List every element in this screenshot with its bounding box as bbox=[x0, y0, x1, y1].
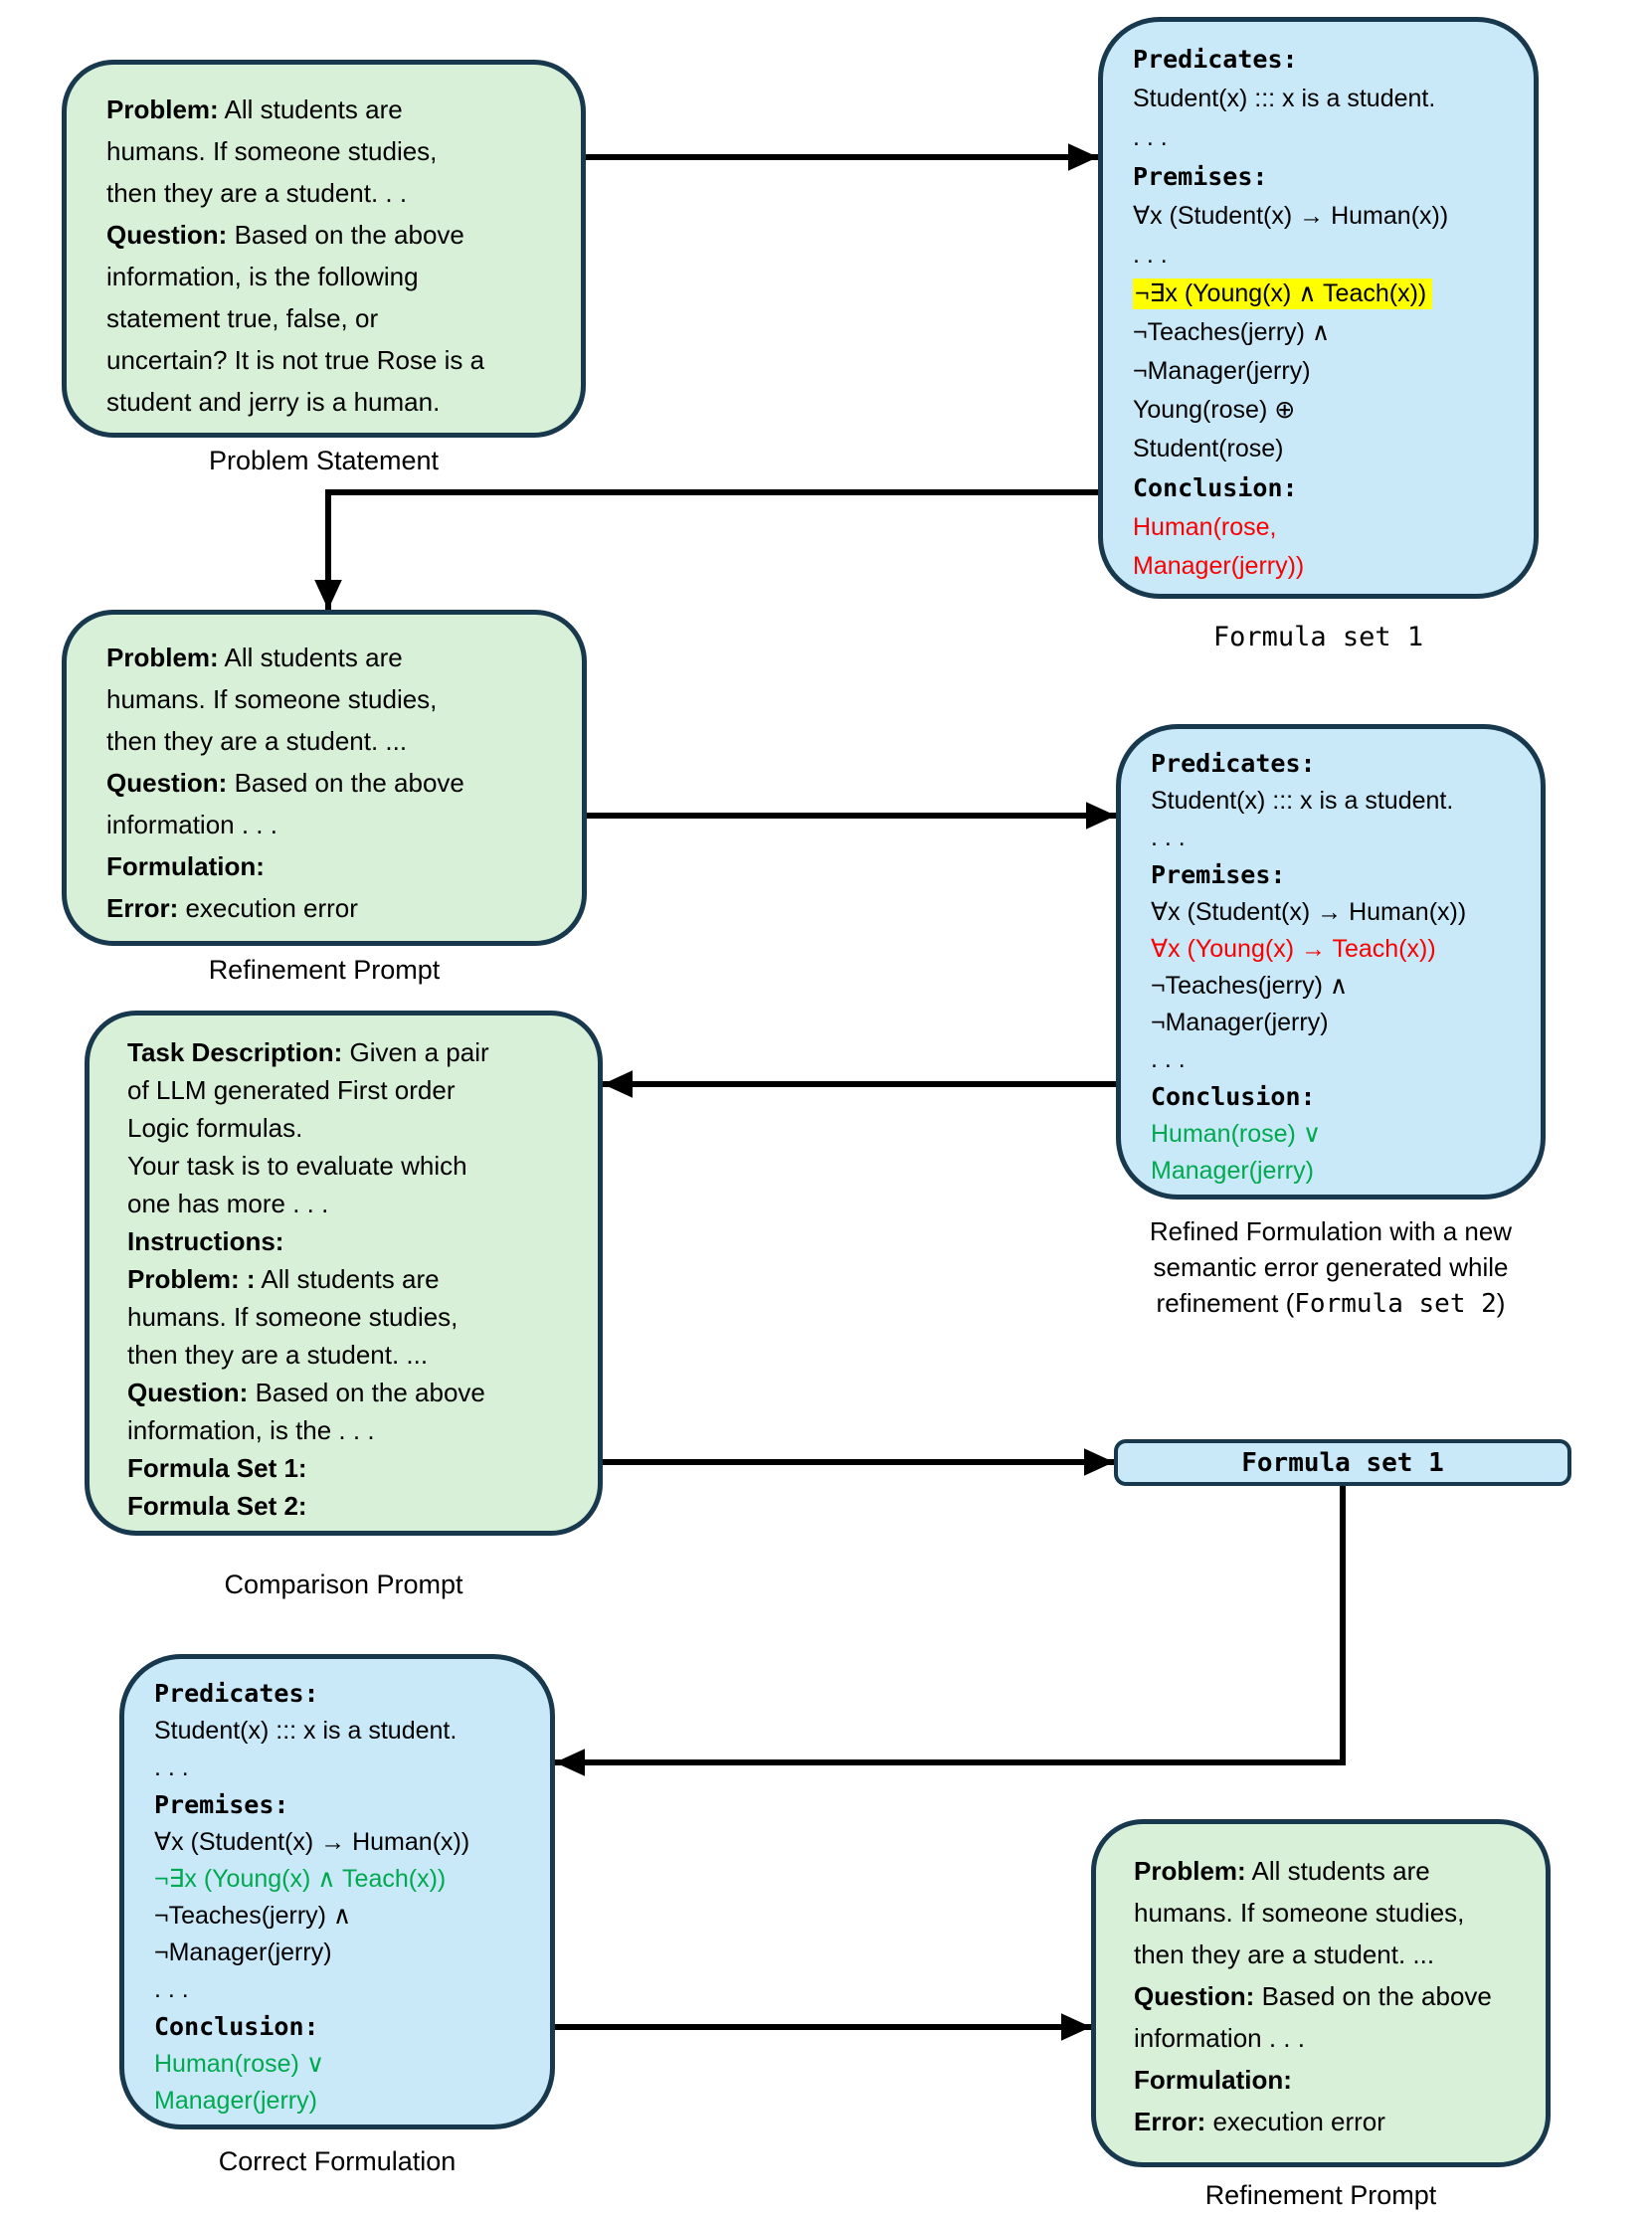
text-segment: Premises: bbox=[154, 1790, 289, 1819]
text-line bbox=[154, 1898, 550, 1935]
text-segment: Manager(jerry)) bbox=[1133, 552, 1305, 580]
text-line bbox=[1151, 968, 1541, 1005]
text-segment: Based on the above bbox=[227, 768, 464, 798]
text-segment: statement true, false, or bbox=[106, 303, 379, 333]
refinement-prompt-2-text bbox=[1096, 1824, 1546, 2142]
text-segment: Manager(jerry) bbox=[154, 2087, 317, 2115]
text-segment: Predicates: bbox=[154, 1679, 319, 1708]
text-line bbox=[1072, 1249, 1589, 1285]
text-line bbox=[1133, 468, 1534, 508]
text-line bbox=[154, 2008, 550, 2046]
text-segment: Formulation: bbox=[1134, 2065, 1292, 2095]
text-line bbox=[106, 297, 581, 339]
text-line bbox=[1134, 1892, 1546, 1934]
text-line bbox=[127, 1147, 598, 1185]
text-segment: ∀x (Student(x) → Human(x)) bbox=[1133, 202, 1449, 230]
text-line bbox=[1133, 352, 1534, 391]
text-segment: ∀x (Young(x) → Teach(x)) bbox=[1151, 935, 1436, 963]
text-line bbox=[106, 637, 582, 678]
text-segment: . . . bbox=[1151, 1045, 1186, 1073]
text-line bbox=[1151, 894, 1541, 931]
text-segment: Logic formulas. bbox=[127, 1113, 303, 1143]
text-line bbox=[106, 339, 581, 381]
text-line bbox=[127, 1374, 598, 1411]
text-segment: humans. If someone studies, bbox=[106, 684, 438, 714]
text-line bbox=[127, 1487, 598, 1525]
text-segment: Instructions: bbox=[127, 1226, 284, 1256]
text-segment: Conclusion: bbox=[154, 2012, 319, 2041]
comparison-prompt-text bbox=[90, 1016, 598, 1525]
text-line bbox=[127, 1260, 598, 1298]
text-segment: information . . . bbox=[1134, 2023, 1305, 2053]
text-segment: Refined Formulation with a new bbox=[1149, 1216, 1513, 1246]
text-segment: semantic error generated while bbox=[1153, 1252, 1509, 1282]
text-line bbox=[1134, 1934, 1546, 1975]
comparison-prompt-caption: Comparison Prompt bbox=[224, 1570, 463, 1599]
text-segment: All students are bbox=[218, 643, 403, 672]
text-segment: Human(rose, bbox=[1133, 513, 1277, 541]
formula-set-2-caption bbox=[1072, 1213, 1589, 1322]
text-line bbox=[106, 130, 581, 172]
correct-formulation-box bbox=[119, 1654, 555, 2129]
text-segment: Based on the above bbox=[248, 1378, 485, 1407]
text-segment: humans. If someone studies, bbox=[127, 1302, 459, 1332]
text-segment: All students are bbox=[218, 94, 403, 124]
text-segment: Student(rose) bbox=[1133, 435, 1284, 462]
text-segment: Human(rose) ∨ bbox=[154, 2050, 325, 2078]
text-segment: Formula set 1 bbox=[1212, 622, 1424, 652]
formula-set-2-text bbox=[1121, 729, 1541, 1190]
text-segment: ∀x (Student(x) → Human(x)) bbox=[154, 1828, 470, 1856]
text-segment: Conclusion: bbox=[1133, 473, 1298, 502]
text-line bbox=[1151, 1041, 1541, 1078]
text-line bbox=[106, 887, 582, 929]
text-line bbox=[127, 1298, 598, 1336]
text-line bbox=[1133, 80, 1534, 118]
text-segment: then they are a student. . . bbox=[106, 178, 408, 208]
text-segment: information . . . bbox=[106, 810, 277, 839]
text-segment: . . . bbox=[1151, 824, 1186, 851]
text-segment: Formula Set 1: bbox=[127, 1453, 307, 1483]
text-segment: Problem: bbox=[1134, 1856, 1246, 1886]
formula-set-1-box bbox=[1098, 17, 1539, 599]
text-segment: Task Description: bbox=[127, 1037, 343, 1067]
text-segment: then they are a student. ... bbox=[106, 726, 408, 756]
text-line bbox=[106, 172, 581, 214]
text-segment: ¬Manager(jerry) bbox=[1133, 357, 1311, 385]
text-segment: Based on the above bbox=[227, 220, 464, 250]
text-segment: . . . bbox=[154, 1754, 189, 1781]
formula-set-2-box bbox=[1116, 724, 1546, 1200]
text-line bbox=[106, 845, 582, 887]
text-segment: ∀x (Student(x) → Human(x)) bbox=[1151, 898, 1467, 926]
text-line bbox=[1151, 783, 1541, 820]
text-line bbox=[1151, 745, 1541, 783]
text-line bbox=[106, 381, 581, 423]
correct-formulation-text bbox=[124, 1659, 550, 2120]
text-segment: then they are a student. ... bbox=[127, 1340, 429, 1370]
text-segment: Premises: bbox=[1151, 860, 1286, 889]
text-line bbox=[154, 1824, 550, 1861]
text-segment: Formulation: bbox=[106, 851, 265, 881]
text-line bbox=[106, 214, 581, 256]
text-segment: uncertain? It is not true Rose is a bbox=[106, 345, 485, 375]
text-segment: Problem: bbox=[106, 643, 219, 672]
text-segment: All students are bbox=[255, 1264, 440, 1294]
text-line bbox=[1134, 2059, 1546, 2101]
text-line bbox=[1151, 856, 1541, 894]
text-line bbox=[127, 1109, 598, 1147]
text-segment: Formula Set 2: bbox=[127, 1491, 307, 1521]
text-line bbox=[127, 1411, 598, 1449]
text-line bbox=[1134, 1975, 1546, 2017]
text-line bbox=[154, 2046, 550, 2083]
text-line bbox=[106, 256, 581, 297]
text-segment: humans. If someone studies, bbox=[1134, 1898, 1465, 1928]
text-segment: ¬Teaches(jerry) ∧ bbox=[1133, 318, 1331, 346]
text-line bbox=[1133, 236, 1534, 275]
arrow-chip-to-correct bbox=[555, 1486, 1343, 1762]
text-line bbox=[106, 804, 582, 845]
text-segment: ¬Manager(jerry) bbox=[154, 1939, 332, 1966]
problem-statement-caption: Problem Statement bbox=[208, 446, 440, 475]
text-line bbox=[106, 89, 581, 130]
text-line bbox=[1133, 313, 1534, 352]
text-line bbox=[1133, 391, 1534, 430]
text-line bbox=[127, 1071, 598, 1109]
text-segment: Error: bbox=[106, 893, 179, 923]
text-segment: Conclusion: bbox=[1151, 1082, 1316, 1111]
text-segment: Predicates: bbox=[1133, 45, 1298, 74]
text-line bbox=[127, 1033, 598, 1071]
text-segment: execution error bbox=[1205, 2107, 1385, 2136]
arrow-formula1-to-refinement1 bbox=[328, 492, 1098, 610]
text-segment: Predicates: bbox=[1151, 749, 1316, 778]
text-segment: humans. If someone studies, bbox=[106, 136, 438, 166]
text-segment: information, is the . . . bbox=[127, 1415, 375, 1445]
text-line bbox=[154, 1971, 550, 2008]
text-line bbox=[1151, 1005, 1541, 1041]
refinement-prompt-2-caption: Refinement Prompt bbox=[1204, 2180, 1437, 2210]
formula-set-1-chip bbox=[1114, 1439, 1571, 1486]
text-segment: refinement ( bbox=[1156, 1288, 1295, 1318]
refinement-prompt-1-caption: Refinement Prompt bbox=[208, 955, 441, 985]
text-segment: Student(x) ::: x is a student. bbox=[154, 1717, 458, 1745]
text-line bbox=[1151, 820, 1541, 856]
problem-statement-text bbox=[67, 65, 581, 423]
text-line bbox=[154, 1750, 550, 1786]
text-segment: Question: bbox=[127, 1378, 249, 1407]
text-segment: . . . bbox=[1133, 123, 1168, 151]
text-segment: of LLM generated First order bbox=[127, 1075, 456, 1105]
text-segment: information, is the following bbox=[106, 262, 419, 291]
refinement-prompt-1-text bbox=[67, 615, 582, 929]
text-line bbox=[106, 762, 582, 804]
text-segment: ) bbox=[1496, 1288, 1506, 1318]
text-segment: then they are a student. ... bbox=[1134, 1940, 1435, 1969]
text-segment: Premises: bbox=[1133, 162, 1268, 191]
text-segment: execution error bbox=[178, 893, 358, 923]
text-segment: ¬Teaches(jerry) ∧ bbox=[1151, 972, 1349, 1000]
text-line bbox=[1134, 2017, 1546, 2059]
formula-set-1-caption bbox=[1098, 622, 1539, 652]
formula-set-1-text bbox=[1103, 22, 1534, 586]
text-segment: Manager(jerry) bbox=[1151, 1157, 1314, 1185]
text-line bbox=[1133, 508, 1534, 547]
text-segment: Human(rose) ∨ bbox=[1151, 1120, 1322, 1148]
text-line bbox=[127, 1449, 598, 1487]
text-segment: Question: bbox=[1134, 1981, 1255, 2011]
text-segment: ¬Manager(jerry) bbox=[1151, 1009, 1329, 1036]
text-line bbox=[106, 678, 582, 720]
text-line bbox=[1133, 547, 1534, 586]
text-segment: ¬∃x (Young(x) ∧ Teach(x)) bbox=[1133, 278, 1432, 309]
text-segment: Problem: : bbox=[127, 1264, 256, 1294]
text-segment: Error: bbox=[1134, 2107, 1206, 2136]
text-segment: Formula set 1 bbox=[1241, 1447, 1444, 1478]
text-line bbox=[1151, 1078, 1541, 1116]
text-line bbox=[1133, 157, 1534, 197]
correct-formulation-caption: Correct Formulation bbox=[218, 2146, 457, 2176]
text-segment: . . . bbox=[154, 1975, 189, 2003]
refinement-prompt-1-box bbox=[62, 610, 587, 946]
text-line bbox=[1151, 1153, 1541, 1190]
text-line bbox=[106, 720, 582, 762]
text-line bbox=[127, 1185, 598, 1222]
text-line bbox=[1151, 931, 1541, 968]
text-segment: All students are bbox=[1245, 1856, 1430, 1886]
text-line bbox=[154, 1861, 550, 1898]
text-segment: Based on the above bbox=[1254, 1981, 1492, 2011]
text-line bbox=[1072, 1213, 1589, 1249]
text-line bbox=[1133, 430, 1534, 468]
text-line bbox=[154, 1786, 550, 1824]
text-line bbox=[1133, 197, 1534, 236]
problem-statement-box bbox=[62, 60, 586, 438]
text-line bbox=[1151, 1116, 1541, 1153]
text-segment: Student(x) ::: x is a student. bbox=[1133, 85, 1436, 112]
text-line bbox=[127, 1222, 598, 1260]
text-segment: Your task is to evaluate which bbox=[127, 1151, 467, 1181]
text-segment: student and jerry is a human. bbox=[106, 387, 441, 417]
text-line bbox=[154, 1713, 550, 1750]
text-line bbox=[1133, 40, 1534, 80]
text-line bbox=[1133, 118, 1534, 157]
text-segment: Problem: bbox=[106, 94, 219, 124]
text-line bbox=[127, 1336, 598, 1374]
text-segment: one has more . . . bbox=[127, 1189, 329, 1218]
text-segment: Young(rose) ⊕ bbox=[1133, 396, 1296, 424]
text-segment: Question: bbox=[106, 768, 228, 798]
text-line bbox=[154, 2083, 550, 2120]
text-line bbox=[154, 1675, 550, 1713]
refinement-prompt-2-box bbox=[1091, 1819, 1551, 2167]
text-segment: . . . bbox=[1133, 241, 1168, 269]
text-segment: Student(x) ::: x is a student. bbox=[1151, 787, 1454, 815]
text-segment: ¬∃x (Young(x) ∧ Teach(x)) bbox=[154, 1865, 447, 1893]
text-line bbox=[1072, 1285, 1589, 1322]
text-segment: Question: bbox=[106, 220, 228, 250]
text-segment: Formula set 2 bbox=[1294, 1289, 1497, 1319]
comparison-prompt-box bbox=[85, 1011, 603, 1536]
text-segment: ¬Teaches(jerry) ∧ bbox=[154, 1902, 352, 1930]
text-line bbox=[154, 1935, 550, 1971]
text-segment: Given a pair bbox=[342, 1037, 489, 1067]
text-line bbox=[1134, 2101, 1546, 2142]
text-line bbox=[1133, 275, 1534, 313]
text-line bbox=[1134, 1850, 1546, 1892]
